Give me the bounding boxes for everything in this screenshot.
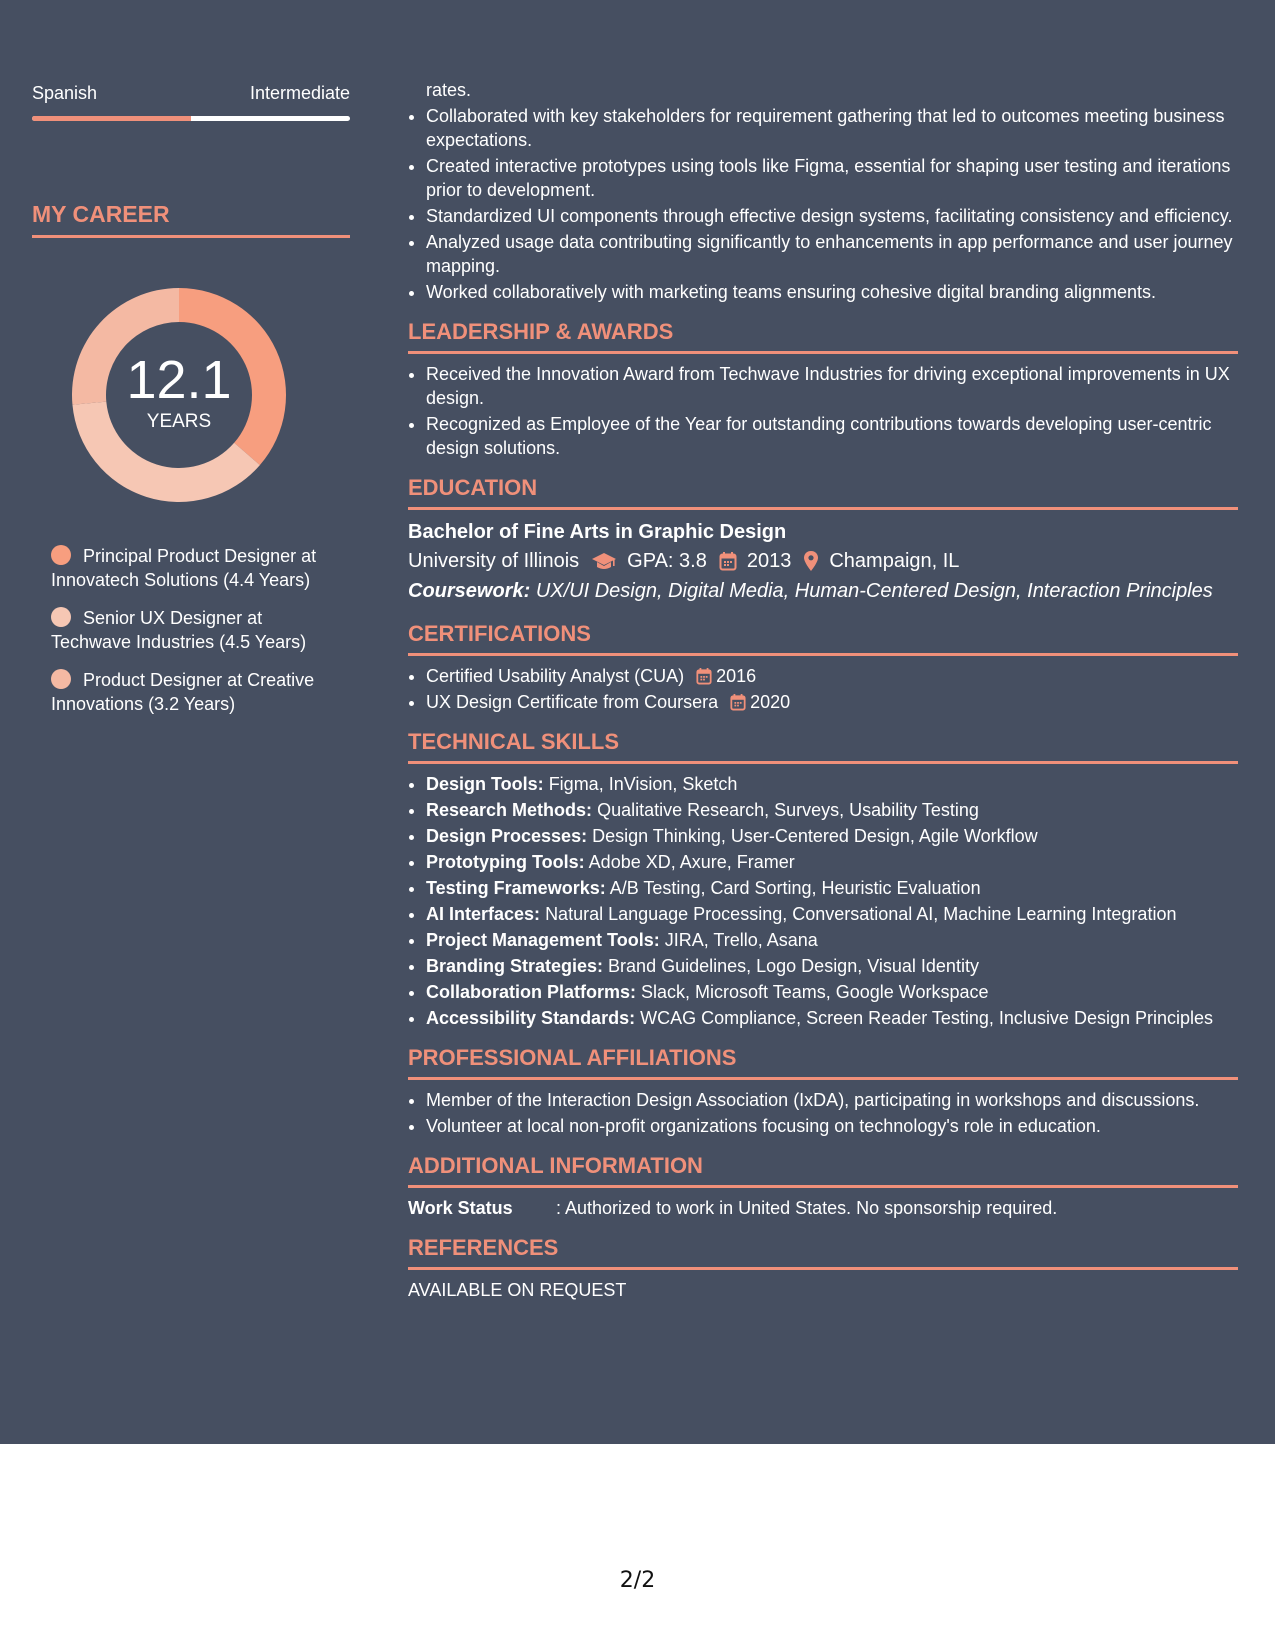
affiliation-item: • Member of the Interaction Design Association (IxDA), participating in workshops and discussions. <box>426 1088 1238 1112</box>
skill-label: Design Tools: <box>426 774 544 794</box>
certification-item <box>426 690 1238 714</box>
calendar-icon <box>696 667 712 685</box>
experience-bullet: • Collaborated with key stakeholders for requirement gathering that led to outcomes meeting business expectations. <box>426 104 1238 152</box>
additional-title: ADDITIONAL INFORMATION <box>408 1152 1238 1188</box>
certification-name: • Certified Usability Analyst (CUA) <box>426 666 685 686</box>
career-legend-item <box>51 606 341 654</box>
education-school: University of Illinois <box>408 550 580 572</box>
affiliations-title: PROFESSIONAL AFFILIATIONS <box>408 1044 1238 1080</box>
skill-item <box>426 954 1238 978</box>
certifications-list <box>408 664 1238 714</box>
coursework-label: Coursework: <box>408 580 531 602</box>
experience-bullets <box>408 104 1238 304</box>
certification-line <box>426 690 790 714</box>
skill-value: WCAG Compliance, Screen Reader Testing, Inclusive Design Principles <box>640 1008 1214 1028</box>
sidebar <box>32 80 350 730</box>
career-donut-chart <box>66 282 292 508</box>
work-status-row <box>408 1196 1238 1220</box>
page-number: 2/2 <box>619 1568 656 1593</box>
education-gpa: GPA: 3.8 <box>627 550 707 572</box>
graduation-cap-icon <box>591 551 617 571</box>
calendar-icon <box>730 693 746 711</box>
experience-bullet: • Standardized UI components through effective design systems, facilitating consistency and efficiency. <box>426 204 1238 228</box>
career-legend <box>32 544 341 716</box>
leadership-title: LEADERSHIP & AWARDS <box>408 318 1238 354</box>
skill-value: JIRA, Trello, Asana <box>664 930 818 950</box>
skill-value: Natural Language Processing, Conversational AI, Machine Learning Integration <box>545 904 1177 924</box>
leadership-list <box>408 362 1238 460</box>
leadership-item: • Received the Innovation Award from Techwave Industries for driving exceptional improvements in UX design. <box>426 362 1238 410</box>
certification-name: • UX Design Certificate from Coursera <box>426 692 719 712</box>
education-coursework <box>408 576 1238 606</box>
career-role-label: Product Designer at Creative Innovations (3.2 Years) <box>51 670 315 714</box>
skill-item <box>426 928 1238 952</box>
skill-item <box>426 902 1238 926</box>
location-pin-icon <box>803 550 819 572</box>
certifications-title: CERTIFICATIONS <box>408 620 1238 656</box>
skill-item <box>426 980 1238 1004</box>
skill-label: Design Processes: <box>426 826 588 846</box>
skill-value: Slack, Microsoft Teams, Google Workspace <box>641 982 989 1002</box>
references-text: AVAILABLE ON REQUEST <box>408 1280 627 1300</box>
language-row <box>32 80 350 106</box>
legend-dot <box>51 545 71 565</box>
skill-item <box>426 824 1238 848</box>
skill-item <box>426 876 1238 900</box>
skills-title: TECHNICAL SKILLS <box>408 728 1238 764</box>
education-meta <box>408 546 1238 576</box>
education-degree: Bachelor of Fine Arts in Graphic Design <box>408 521 787 543</box>
skill-item <box>426 772 1238 796</box>
experience-continuation: rates. <box>426 80 472 100</box>
skill-value: Design Thinking, User-Centered Design, Agile Workflow <box>592 826 1038 846</box>
affiliations-list <box>408 1088 1238 1138</box>
skill-label: Project Management Tools: <box>426 930 660 950</box>
education-title: EDUCATION <box>408 474 1238 510</box>
skill-label: Prototyping Tools: <box>426 852 585 872</box>
calendar-icon <box>719 551 737 571</box>
experience-bullet: • Analyzed usage data contributing significantly to enhancements in app performance and user journey mapping. <box>426 230 1238 278</box>
donut-center <box>66 282 292 508</box>
legend-dot <box>51 607 71 627</box>
main-content <box>408 78 1238 1302</box>
years-label: YEARS <box>146 411 212 432</box>
skill-item <box>426 850 1238 874</box>
total-years: 12.1 <box>126 350 232 410</box>
experience-bullet: • Worked collaboratively with marketing teams ensuring cohesive digital branding alignments. <box>426 280 1238 304</box>
skill-label: AI Interfaces: <box>426 904 541 924</box>
experience-bullet: • Created interactive prototypes using tools like Figma, essential for shaping user testing and iterations prior to development. <box>426 154 1238 202</box>
leadership-item: • Recognized as Employee of the Year for outstanding contributions towards developing user-centric design solutions. <box>426 412 1238 460</box>
certification-year: 2016 <box>716 666 757 686</box>
career-role-label: Senior UX Designer at Techwave Industries (4.5 Years) <box>51 608 307 652</box>
language-name: Spanish <box>32 83 98 103</box>
career-legend-item <box>51 544 341 592</box>
career-role-label: Principal Product Designer at Innovatech Solutions (4.4 Years) <box>51 546 317 590</box>
skills-list <box>408 772 1238 1030</box>
skill-item <box>426 798 1238 822</box>
language-level: Intermediate <box>249 83 350 103</box>
language-level-fill <box>32 116 191 121</box>
certification-year: 2020 <box>750 692 791 712</box>
skill-value: A/B Testing, Card Sorting, Heuristic Evaluation <box>609 878 981 898</box>
affiliation-item: • Volunteer at local non-profit organizations focusing on technology's role in education. <box>426 1114 1238 1138</box>
certification-line <box>426 664 756 688</box>
skill-label: Research Methods: <box>426 800 593 820</box>
career-legend-item <box>51 668 341 716</box>
skill-label: Branding Strategies: <box>426 956 604 976</box>
work-status-value: : Authorized to work in United States. No sponsorship required. <box>556 1198 1058 1218</box>
work-status-label: Work Status <box>408 1198 513 1218</box>
skill-label: Accessibility Standards: <box>426 1008 636 1028</box>
skill-item <box>426 1006 1238 1030</box>
education-year: 2013 <box>746 550 792 572</box>
skill-value: Brand Guidelines, Logo Design, Visual Identity <box>608 956 979 976</box>
coursework-value: UX/UI Design, Digital Media, Human-Centered Design, Interaction Principles <box>535 580 1213 602</box>
skill-value: Qualitative Research, Surveys, Usability Testing <box>597 800 979 820</box>
skill-value: Figma, InVision, Sketch <box>548 774 738 794</box>
skill-label: Collaboration Platforms: <box>426 982 637 1002</box>
skill-value: Adobe XD, Axure, Framer <box>588 852 795 872</box>
education-location: Champaign, IL <box>829 550 960 572</box>
certification-item <box>426 664 1238 688</box>
skill-label: Testing Frameworks: <box>426 878 606 898</box>
references-title: REFERENCES <box>408 1234 1238 1270</box>
career-title: MY CAREER <box>32 199 350 238</box>
language-level-bar <box>32 116 350 121</box>
legend-dot <box>51 669 71 689</box>
